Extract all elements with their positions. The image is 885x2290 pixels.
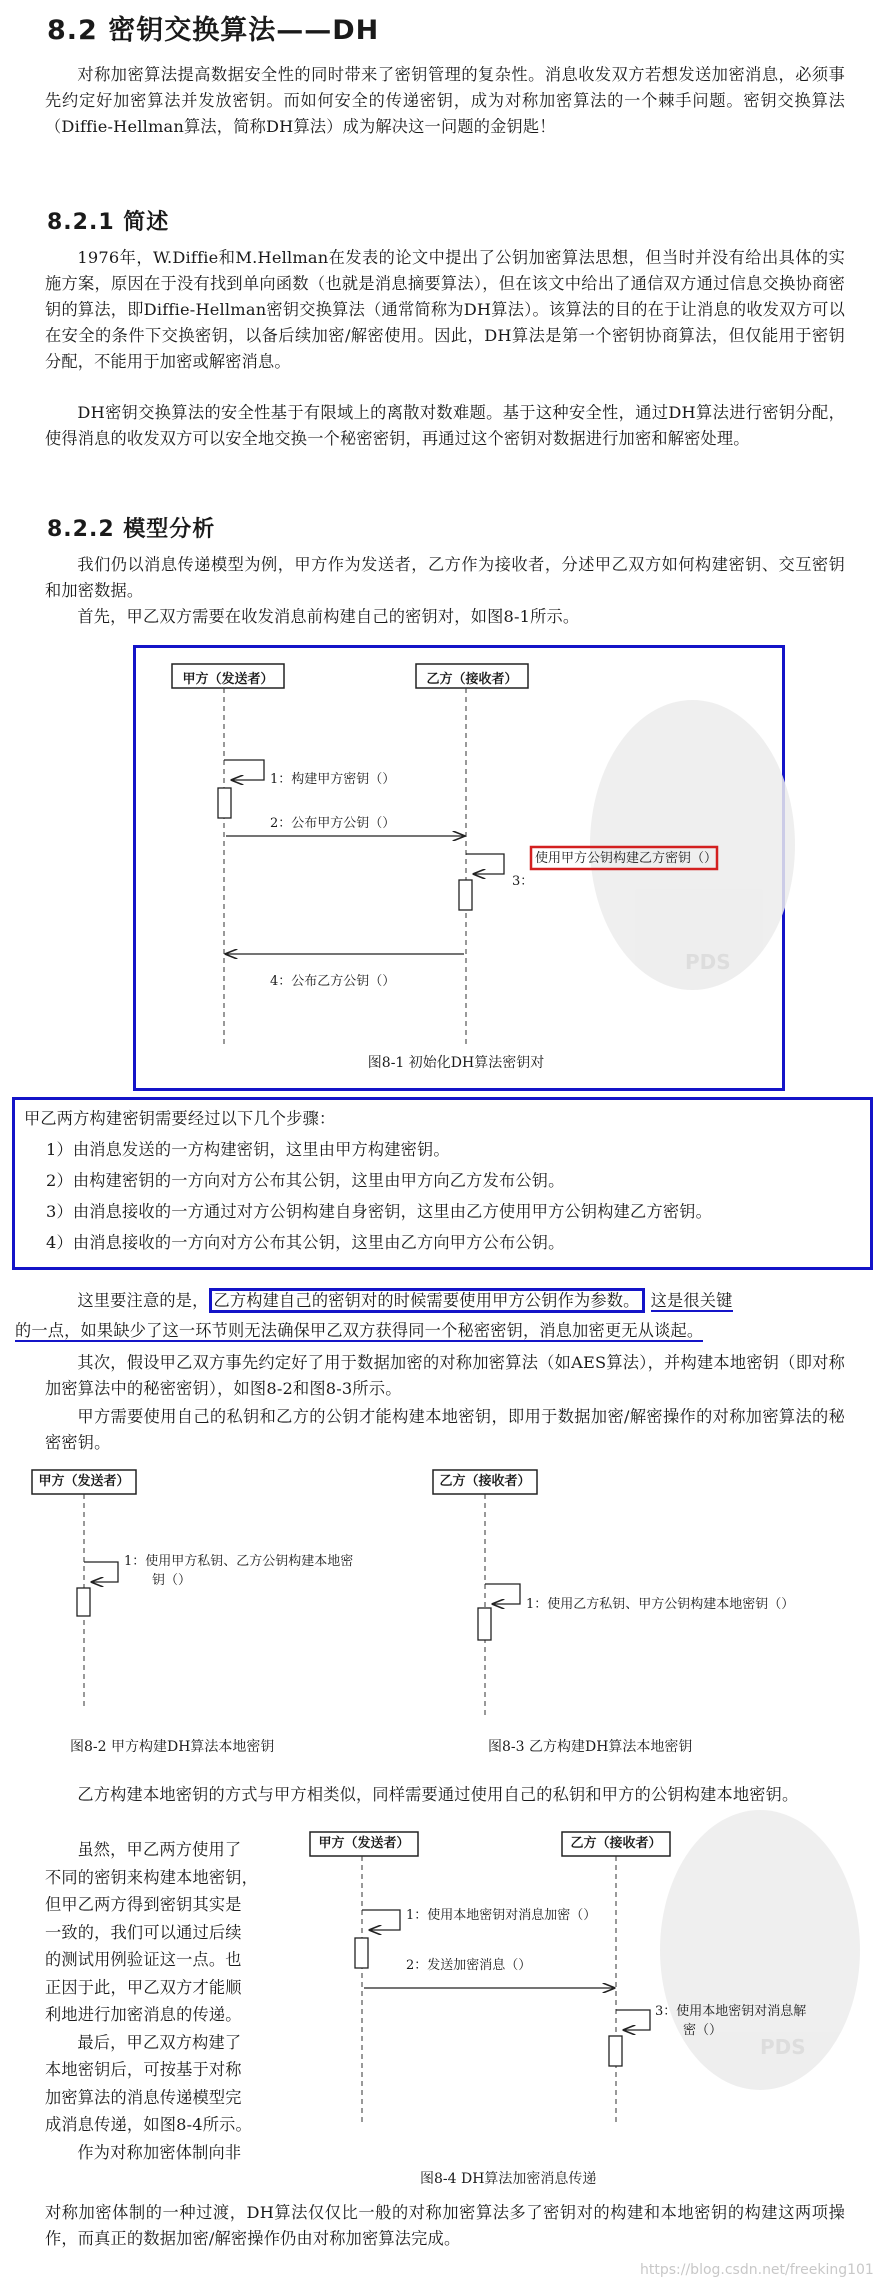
- note-pre: 这里要注意的是，: [77, 1291, 209, 1310]
- side-line-7: 利地进行加密消息的传递。: [45, 2005, 242, 2024]
- note-paragraph-2: 其次，假设甲乙双方事先约定好了用于数据加密的对称加密算法（如AES算法），并构建本地密钥（即对称加密算法中的秘密密钥），如图8-2和图8-3所示。: [45, 1353, 845, 1398]
- step-item-3: 3）由消息接收的一方通过对方公钥构建自身密钥，这里由乙方使用甲方公钥构建乙方密钥。: [46, 1202, 712, 1221]
- fig1-step3-label: 使用甲方公钥构建乙方密钥（）: [535, 851, 718, 866]
- overview-paragraph-2: DH密钥交换算法的安全性基于有限域上的离散对数难题。基于这种安全性，通过DH算法进行密钥分配，使得消息的收发双方可以安全地交换一个秘密密钥，再通过这个密钥对数据进行加密和解密处理。: [45, 403, 845, 448]
- note-mid: 这是很关键: [650, 1291, 733, 1310]
- steps-intro: 甲乙两方构建密钥需要经过以下几个步骤：: [24, 1109, 336, 1128]
- step-item-4: 4）由消息接收的一方向对方公布其公钥，这里由乙方向甲方公布公钥。: [46, 1233, 565, 1252]
- final-paragraph: 对称加密体制的一种过渡，DH算法仅仅比一般的对称加密算法多了密钥对的构建和本地密钥的构建这两项操作，而真正的数据加密/解密操作仍由对称加密算法完成。: [45, 2203, 845, 2248]
- fig4-party-b-label: 乙方（接收者）: [570, 1836, 662, 1851]
- fig1-party-a-label: 甲方（发送者）: [182, 672, 274, 687]
- fig1-step1-label: 1：构建甲方密钥（）: [270, 772, 396, 787]
- fig1-caption: 图8-1 初始化DH算法密钥对: [367, 1055, 545, 1071]
- note-boxed: 乙方构建自己的密钥对的时候需要使用甲方公钥作为参数。: [209, 1288, 645, 1313]
- fig4-step3-line-1: 3：使用本地密钥对消息解: [655, 2004, 807, 2019]
- intro-paragraph: 对称加密算法提高数据安全性的同时带来了密钥管理的复杂性。消息收发双方若想发送加密消息，必须事先约定好加密算法并发放密钥。而如何安全的传递密钥，成为对称加密算法的一个棘手问题。密钥交换算法（Diffie-Hellman算法，简称DH算法）成为解决这一问题的金钥匙！: [45, 65, 845, 136]
- fig3-caption: 图8-3 乙方构建DH算法本地密钥: [488, 1739, 693, 1755]
- watermark-seal: PDS: [590, 700, 795, 990]
- fig2-step-line-2: 钥（）: [152, 1573, 192, 1588]
- figure-8-4-diagram: [300, 1822, 820, 2152]
- watermark-seal-2: PDS: [660, 1810, 860, 2090]
- watermark-url: https://blog.csdn.net/freeking101: [640, 2262, 874, 2278]
- side-line-4: 一致的，我们可以通过后续: [45, 1922, 242, 1942]
- side-line-10: 加密算法的消息传递模型完: [45, 2087, 242, 2107]
- fig4-step1-label: 1：使用本地密钥对消息加密（）: [406, 1908, 597, 1923]
- side-line-2: 不同的密钥来构建本地密钥，: [45, 1867, 259, 1887]
- fig1-step4-label: 4：公布乙方公钥（）: [270, 974, 396, 989]
- section-title: 8.2 密钥交换算法——DH: [47, 15, 380, 46]
- fig2-party-label: 甲方（发送者）: [38, 1474, 130, 1489]
- local-paragraph-1: 乙方构建本地密钥的方式与甲方相类似，同样需要通过使用自己的私钥和甲方的公钥构建本地密钥。: [77, 1785, 799, 1804]
- step-item-1: 1）由消息发送的一方构建密钥，这里由甲方构建密钥。: [46, 1140, 450, 1159]
- fig4-step3-line-2: 密（）: [683, 2023, 723, 2038]
- fig2-step-label: [124, 1552, 353, 1590]
- fig3-party-label: 乙方（接收者）: [439, 1474, 531, 1489]
- fig3-step-label: 1：使用乙方私钥、甲方公钥构建本地密钥（）: [526, 1597, 795, 1612]
- fig4-step3-label: [655, 2002, 806, 2040]
- side-line-11: 成消息传递，如图8-4所示。: [45, 2115, 252, 2134]
- subsection-title-model: 8.2.2 模型分析: [47, 517, 216, 542]
- model-paragraph-1: 我们仍以消息传递模型为例，甲方作为发送者，乙方作为接收者，分述甲乙双方如何构建密钥、交互密钥和加密数据。: [45, 555, 845, 600]
- side-line-1: 虽然，甲乙两方使用了: [77, 1840, 242, 1859]
- fig1-step3-number: 3：: [512, 874, 534, 889]
- model-paragraph-2: 首先，甲乙双方需要在收发消息前构建自己的密钥对，如图8-1所示。: [77, 607, 580, 626]
- side-line-12: 作为对称加密体制向非: [77, 2142, 242, 2162]
- side-line-9: 本地密钥后，可按基于对称: [45, 2060, 242, 2079]
- note-line-2-text: 的一点，如果缺少了这一环节则无法确保甲乙双方获得同一个秘密密钥，消息加密更无从谈起。: [15, 1321, 704, 1340]
- fig2-caption: 图8-2 甲方构建DH算法本地密钥: [70, 1739, 275, 1755]
- subsection-title-overview: 8.2.1 简述: [47, 210, 170, 235]
- fig1-step2-label: 2：公布甲方公钥（）: [270, 816, 396, 831]
- side-line-5: 的测试用例验证这一点。也: [45, 1950, 242, 1969]
- overview-paragraph-1: 1976年，W.Diffie和M.Hellman在发表的论文中提出了公钥加密算法思想，但当时并没有给出具体的实施方案，原因在于没有找到单向函数（也就是消息摘要算法），但在该文中给出了通信双方通过信息交换协商密钥的算法，即Diffie-Hellman密钥交换算法（通常简称为DH算法）。该算法的目的在于让消息的收发双方可以在安全的条件下交换密钥，以备后续加密/解密使用。因此，DH算法是第一个密钥协商算法，但仅能用于密钥分配，不能用于加密或解密消息。: [45, 248, 845, 371]
- fig4-party-a-label: 甲方（发送者）: [318, 1836, 410, 1851]
- note-line-2: [15, 1318, 865, 1344]
- step-item-2: 2）由构建密钥的一方向对方公布其公钥，这里由甲方向乙方发布公钥。: [46, 1171, 565, 1190]
- fig4-step2-label: 2：发送加密消息（）: [406, 1958, 532, 1973]
- note-line-1: [45, 1288, 865, 1314]
- note-paragraph-3: 甲方需要使用自己的私钥和乙方的公钥才能构建本地密钥，即用于数据加密/解密操作的对称加密算法的秘密密钥。: [45, 1407, 845, 1452]
- fig4-caption: 图8-4 DH算法加密消息传递: [420, 2171, 597, 2187]
- steps-list: [46, 1134, 866, 1258]
- side-line-6: 正因于此，甲乙双方才能顺: [45, 1977, 242, 1997]
- side-line-3: 但甲乙两方得到密钥其实是: [45, 1895, 242, 1914]
- side-line-8: 最后，甲乙双方构建了: [77, 2032, 242, 2052]
- local-side-text: [45, 1836, 305, 2166]
- fig1-party-b-label: 乙方（接收者）: [426, 672, 518, 687]
- fig2-step-line-1: 1：使用甲方私钥、乙方公钥构建本地密: [124, 1554, 354, 1569]
